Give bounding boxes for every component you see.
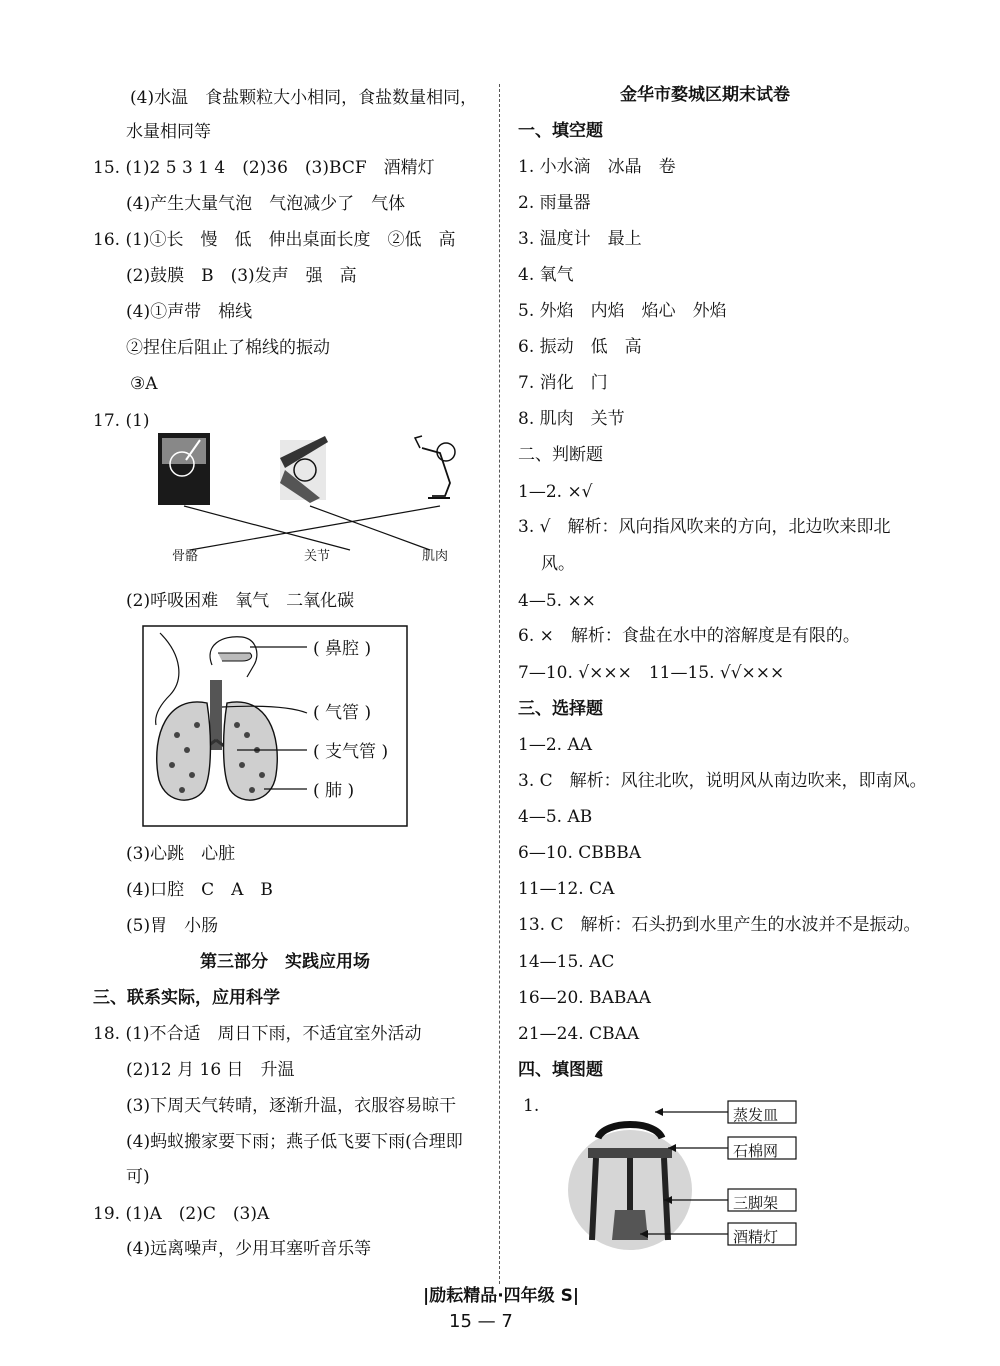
answer-line: (2)鼓膜 B (3)发声 强 高 [126,266,357,286]
answer-line: ③A [130,374,158,394]
page-number: 15 — 7 [449,1311,513,1332]
answer-line: (4)水温 食盐颗粒大小相同，食盐数量相同， [130,88,478,108]
answer-line: 19. (1)A (2)C (3)A [93,1204,270,1224]
label-bone: 骨骼 [172,549,199,564]
answer-line: (4)①声带 棉线 [126,302,253,322]
asbestos-gauze [588,1148,672,1158]
match-line [190,506,440,550]
section-heading: 一、填空题 [518,121,603,141]
alcohol-lamp [612,1210,648,1240]
label-evaporating-dish: 蒸发皿 [733,1106,779,1124]
answer-line: 3. √ 解析：风向指风吹来的方向，北边吹来即北 [518,517,891,537]
answer-line: (4)远离噪声，少用耳塞听音乐等 [126,1239,372,1259]
footer-brand: |励耘精品·四年级 S| [423,1286,580,1306]
answer-line: 1—2. ×√ [518,482,593,502]
trachea [210,680,222,750]
answer-line: 7. 消化 门 [518,373,608,393]
exam-title: 金华市婺城区期末试卷 [620,85,790,105]
answer-line: 4. 氧气 [518,265,574,285]
answer-line: ②捏住后阻止了棉线的振动 [126,338,330,358]
answer-line: 3. 温度计 最上 [518,229,642,249]
label-joint: 关节 [304,549,331,564]
answer-line: 21—24. CBAA [518,1024,640,1044]
answer-line: (4)口腔 C A B [126,880,273,900]
section-heading: 二、判断题 [518,445,603,465]
answer-line: 5. 外焰 内焰 焰心 外焰 [518,301,727,321]
answer-line: 风。 [541,554,575,574]
answer-line: 6—10. CBBBA [518,843,642,863]
section-heading: 三、联系实际，应用科学 [93,988,280,1008]
label-asbestos-gauze: 石棉网 [733,1142,779,1160]
answer-line: 14—15. AC [518,952,615,972]
section-heading: 四、填图题 [518,1060,603,1080]
answer-line: 2. 雨量器 [518,193,591,213]
label-muscle: 肌肉 [422,549,449,564]
label-lung: ( 肺 ) [313,781,355,801]
answer-line: 4—5. ×× [518,591,596,611]
answer-line: (3)下周天气转晴，逐渐升温，衣服容易晾干 [126,1096,457,1116]
answer-line: 4—5. AB [518,807,593,827]
section-heading: 第三部分 实践应用场 [200,952,370,972]
answer-line: (4)蚂蚁搬家要下雨；燕子低飞要下雨(合理即 [126,1132,463,1152]
answer-line: 16—20. BABAA [518,988,651,1008]
answer-line: 8. 肌肉 关节 [518,409,625,429]
label-trachea: ( 气管 ) [313,703,372,723]
answer-line: (4)产生大量气泡 气泡减少了 气体 [126,194,406,214]
answer-line: (5)胃 小肠 [126,916,219,936]
muscle-image [415,436,455,498]
answer-line: 6. × 解析：食盐在水中的溶解度是有限的。 [518,626,860,646]
answer-line: 7—10. √××× 11—15. √√××× [518,663,785,683]
label-bronchus: ( 支气管 ) [313,742,389,762]
match-line [184,506,350,550]
answer-line: 18. (1)不合适 周日下雨，不适宜室外活动 [93,1024,422,1044]
label-nasal-cavity: ( 鼻腔 ) [313,639,372,659]
answer-line: 水量相同等 [126,122,211,142]
answer-line: 11—12. CA [518,879,615,899]
answer-line: 17. (1) [93,411,150,431]
label-alcohol-lamp: 酒精灯 [733,1228,779,1246]
answer-line: 可) [126,1167,150,1187]
answer-line: 16. (1)①长 慢 低 伸出桌面长度 ②低 高 [93,230,456,250]
match-line [310,506,430,550]
answer-line: (3)心跳 心脏 [126,844,236,864]
answer-line: 6. 振动 低 高 [518,337,642,357]
answer-line: 3. C 解析：风往北吹，说明风从南边吹来，即南风。 [518,771,927,791]
answer-line: 1. [523,1096,540,1116]
answer-line: 15. (1)2 5 3 1 4 (2)36 (3)BCF 酒精灯 [93,158,435,178]
answer-line: (2)呼吸困难 氧气 二氧化碳 [126,591,355,611]
answer-line: 1. 小水滴 冰晶 卷 [518,157,676,177]
label-tripod: 三脚架 [733,1194,779,1212]
joint-image [280,436,328,503]
column-divider [499,84,500,1284]
section-heading: 三、选择题 [518,699,603,719]
answer-line: 1—2. AA [518,735,592,755]
answer-line: (2)12 月 16 日 升温 [126,1060,295,1080]
answer-line: 13. C 解析：石头扔到水里产生的水波并不是振动。 [518,915,921,935]
